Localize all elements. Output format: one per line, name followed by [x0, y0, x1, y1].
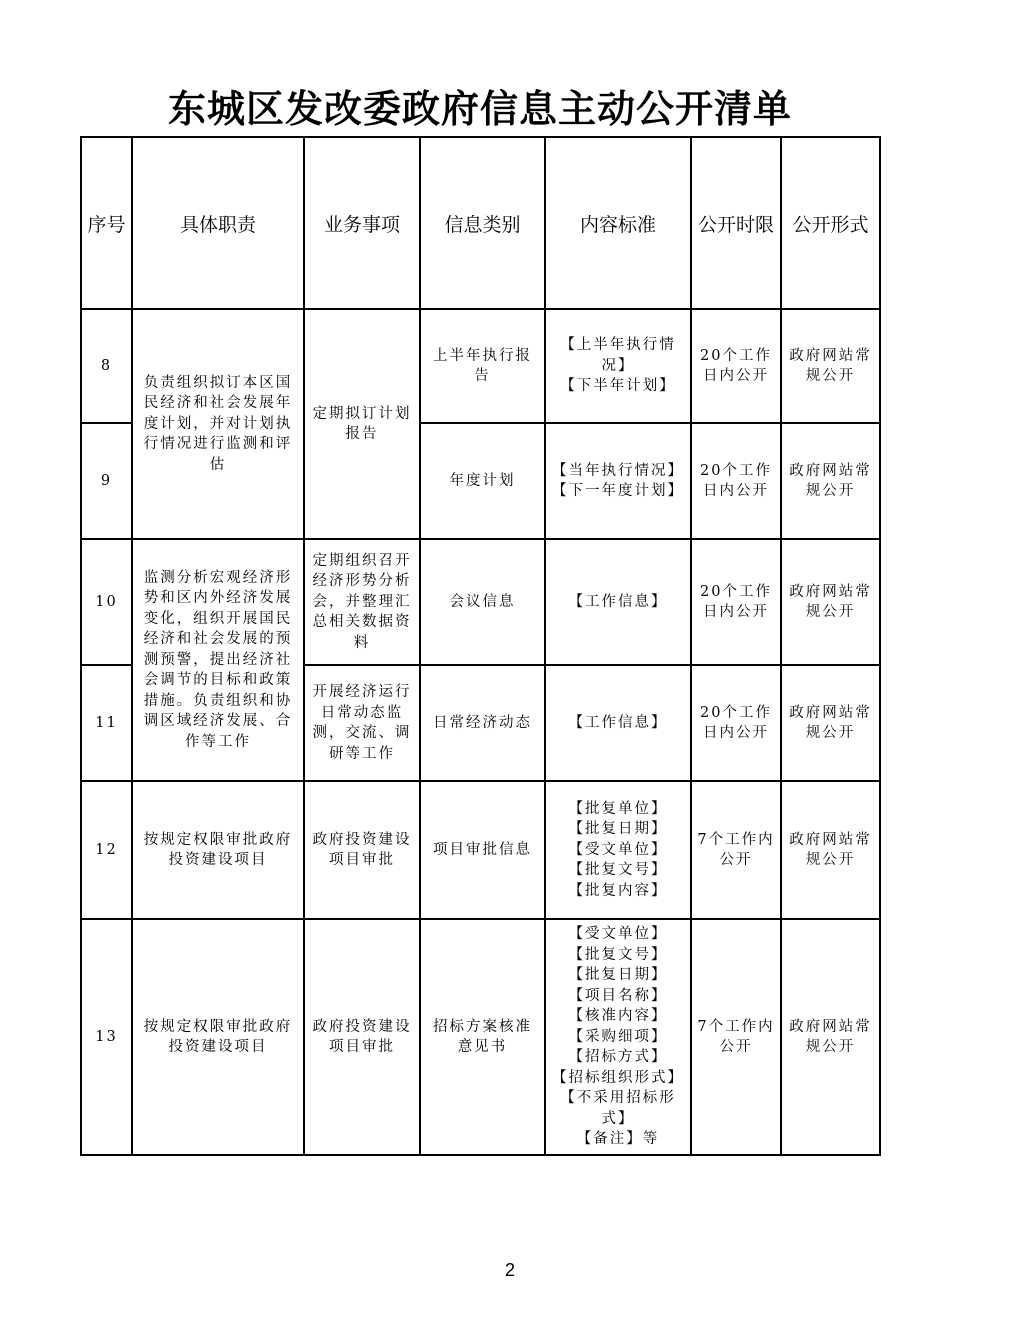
time-cell: 7个工作内公开 — [691, 781, 781, 919]
category-cell: 会议信息 — [420, 539, 545, 665]
header-duty: 具体职责 — [132, 137, 304, 309]
table-row — [81, 539, 880, 665]
standard-entry: 【核准内容】 — [568, 1008, 668, 1025]
category-cell: 招标方案核准意见书 — [420, 919, 545, 1155]
standard-entry: 【不采用招标形式】 — [560, 1090, 676, 1127]
duty-cell: 监测分析宏观经济形势和区内外经济发展变化，组织开展国民经济和社会发展的预测预警，提出经济社会调节的目标和政策措施。负责组织和协调区域经济发展、合作等工作 — [132, 539, 304, 781]
standard-entry: 【招标方式】 — [568, 1049, 668, 1066]
standard-entry: 【工作信息】 — [568, 714, 668, 731]
category-cell: 项目审批信息 — [420, 781, 545, 919]
duty-cell: 按规定权限审批政府投资建设项目 — [132, 781, 304, 919]
row-number: 13 — [81, 919, 132, 1155]
standard-cell — [545, 423, 691, 539]
table-row — [81, 919, 880, 1155]
standard-entry: 【备注】等 — [576, 1131, 660, 1148]
standard-entry: 【采购细项】 — [568, 1028, 668, 1045]
form-cell: 政府网站常规公开 — [781, 539, 880, 665]
header-row — [81, 137, 880, 309]
item-cell: 定期拟订计划报告 — [304, 309, 420, 539]
standard-entry: 【批复日期】 — [568, 967, 668, 984]
row-number: 10 — [81, 539, 132, 665]
standard-entry: 【项目名称】 — [568, 987, 668, 1004]
time-cell: 20个工作日内公开 — [691, 665, 781, 781]
item-cell: 政府投资建设项目审批 — [304, 919, 420, 1155]
form-cell: 政府网站常规公开 — [781, 919, 880, 1155]
category-cell: 年度计划 — [420, 423, 545, 539]
item-cell: 政府投资建设项目审批 — [304, 781, 420, 919]
standard-entry: 【批复日期】 — [568, 821, 668, 838]
standard-cell — [545, 665, 691, 781]
standard-entry: 【受文单位】 — [568, 841, 668, 858]
category-cell: 日常经济动态 — [420, 665, 545, 781]
form-cell: 政府网站常规公开 — [781, 781, 880, 919]
header-item: 业务事项 — [304, 137, 420, 309]
standard-entry: 【当年执行情况】 — [552, 462, 684, 479]
form-cell: 政府网站常规公开 — [781, 309, 880, 423]
page-title: 东城区发改委政府信息主动公开清单 — [167, 86, 792, 131]
form-cell: 政府网站常规公开 — [781, 665, 880, 781]
table-row — [81, 781, 880, 919]
row-number: 9 — [81, 423, 132, 539]
time-cell: 20个工作日内公开 — [691, 309, 781, 423]
row-number: 11 — [81, 665, 132, 781]
disclosure-table — [80, 136, 881, 1156]
row-number: 8 — [81, 309, 132, 423]
item-cell: 开展经济运行日常动态监测，交流、调研等工作 — [304, 665, 420, 781]
time-cell: 7个工作内公开 — [691, 919, 781, 1155]
duty-cell: 负责组织拟订本区国民经济和社会发展年度计划，并对计划执行情况进行监测和评估 — [132, 309, 304, 539]
standard-entry: 【招标组织形式】 — [552, 1069, 684, 1086]
page-number: 2 — [504, 1260, 515, 1280]
standard-entry: 【工作信息】 — [568, 593, 668, 610]
time-cell: 20个工作日内公开 — [691, 423, 781, 539]
row-number: 12 — [81, 781, 132, 919]
form-cell: 政府网站常规公开 — [781, 423, 880, 539]
standard-entry: 【受文单位】 — [568, 926, 668, 943]
header-time: 公开时限 — [691, 137, 781, 309]
standard-entry: 【批复单位】 — [568, 800, 668, 817]
standard-entry: 【批复文号】 — [568, 862, 668, 879]
time-cell: 20个工作日内公开 — [691, 539, 781, 665]
standard-entry: 【上半年执行情况】 — [560, 337, 676, 374]
header-no: 序号 — [81, 137, 132, 309]
standard-cell — [545, 919, 691, 1155]
header-category: 信息类别 — [420, 137, 545, 309]
standard-entry: 【批复文号】 — [568, 946, 668, 963]
standard-cell — [545, 539, 691, 665]
table-row — [81, 309, 880, 423]
category-cell: 上半年执行报告 — [420, 309, 545, 423]
standard-entry: 【批复内容】 — [568, 882, 668, 899]
duty-cell: 按规定权限审批政府投资建设项目 — [132, 919, 304, 1155]
header-standard: 内容标准 — [545, 137, 691, 309]
header-form: 公开形式 — [781, 137, 880, 309]
standard-cell — [545, 309, 691, 423]
standard-entry: 【下半年计划】 — [560, 378, 676, 395]
standard-cell — [545, 781, 691, 919]
standard-entry: 【下一年度计划】 — [552, 483, 684, 499]
item-cell: 定期组织召开经济形势分析会，并整理汇总相关数据资料 — [304, 539, 420, 665]
